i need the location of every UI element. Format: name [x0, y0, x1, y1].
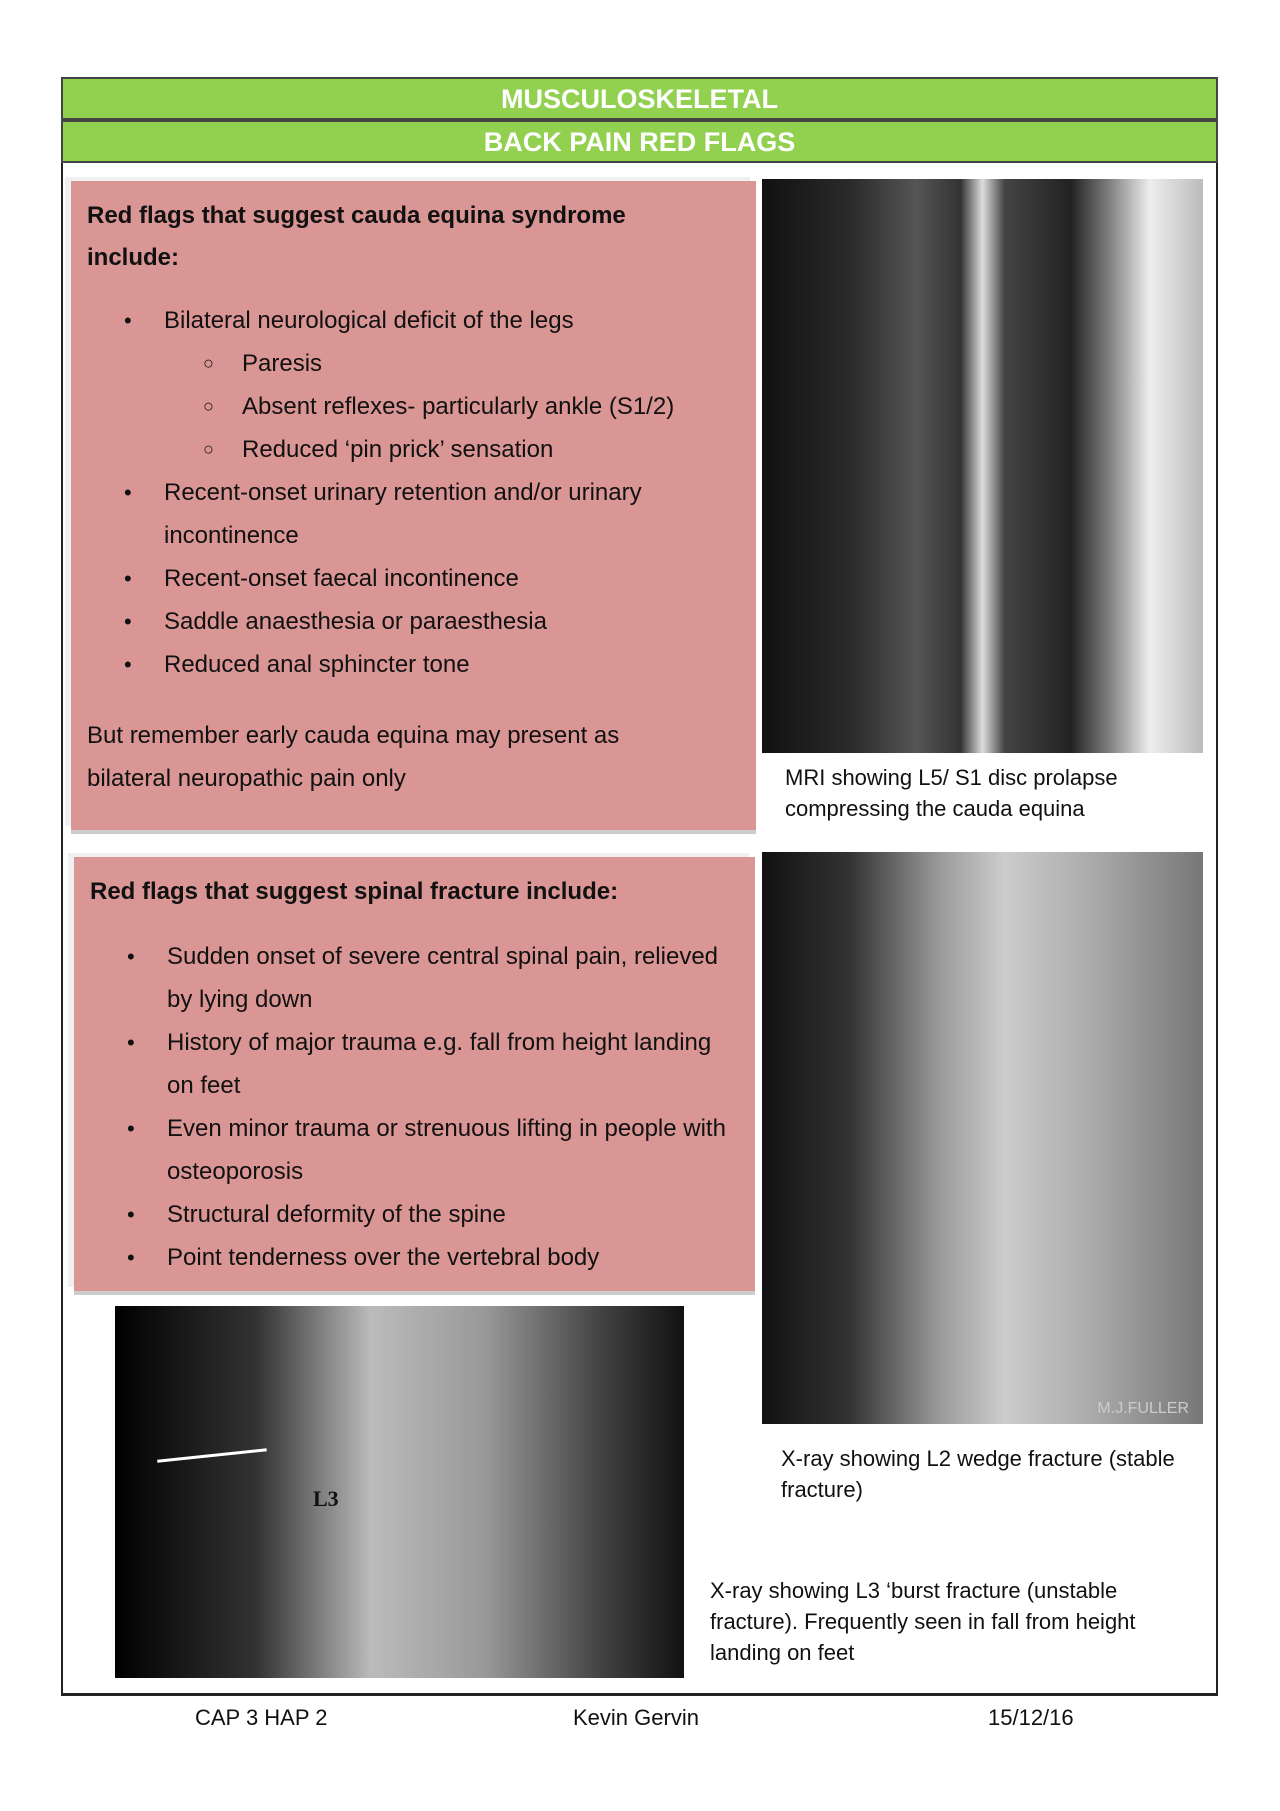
- image-watermark: M.J.FULLER: [1097, 1400, 1189, 1417]
- footer-course: CAP 3 HAP 2: [195, 1705, 328, 1730]
- xray-l3-image: [115, 1306, 684, 1678]
- cauda-list: [87, 299, 740, 686]
- cauda-note: But remember early cauda equina may present as bilateral neuropathic pain only: [87, 722, 620, 792]
- list-item: • History of major trauma e.g. fall from height landing on feet: [90, 1021, 739, 1107]
- footer-author: Kevin Gervin: [573, 1705, 699, 1730]
- footer-date: 15/12/16: [988, 1705, 1074, 1730]
- list-item: • Reduced anal sphincter tone: [87, 643, 740, 686]
- xray-l2-caption: X-ray showing L2 wedge fracture (stable fracture): [781, 1446, 1175, 1502]
- mri-image: [762, 179, 1203, 753]
- list-item: • Even minor trauma or strenuous lifting in people with osteoporosis: [90, 1107, 739, 1193]
- cauda-equina-box: [71, 181, 756, 830]
- spinal-fracture-box: [74, 857, 755, 1291]
- list-item: • Point tenderness over the vertebral body: [90, 1236, 739, 1279]
- sub-list-item: ○ Absent reflexes- particularly ankle (S1/2): [87, 385, 740, 428]
- xray-l3-caption: X-ray showing L3 ‘burst fracture (unstable fracture). Frequently seen in fall from height landing on feet: [710, 1578, 1136, 1665]
- vertebra-label: L3: [313, 1486, 339, 1511]
- list-item: • Sudden onset of severe central spinal pain, relieved by lying down: [90, 935, 739, 1021]
- arrow-icon: [157, 1448, 267, 1462]
- section-header: MUSCULOSKELETAL: [61, 77, 1218, 120]
- list-item: • Structural deformity of the spine: [90, 1193, 739, 1236]
- fracture-list: [90, 935, 739, 1279]
- cauda-heading: Red flags that suggest cauda equina syndrome include:: [87, 202, 626, 271]
- fracture-heading: Red flags that suggest spinal fracture include:: [90, 878, 619, 905]
- xray-l2-image: [762, 852, 1203, 1424]
- page-title: BACK PAIN RED FLAGS: [61, 120, 1218, 163]
- sub-list-item: ○ Paresis: [87, 342, 740, 385]
- list-item: • Recent-onset faecal incontinence: [87, 557, 740, 600]
- list-item: • Recent-onset urinary retention and/or urinary incontinence: [87, 471, 740, 557]
- mri-caption: MRI showing L5/ S1 disc prolapse compressing the cauda equina: [785, 765, 1118, 821]
- list-item: • Saddle anaesthesia or paraesthesia: [87, 600, 740, 643]
- sub-list-item: ○ Reduced ‘pin prick’ sensation: [87, 428, 740, 471]
- list-item: • Bilateral neurological deficit of the legs: [87, 299, 740, 342]
